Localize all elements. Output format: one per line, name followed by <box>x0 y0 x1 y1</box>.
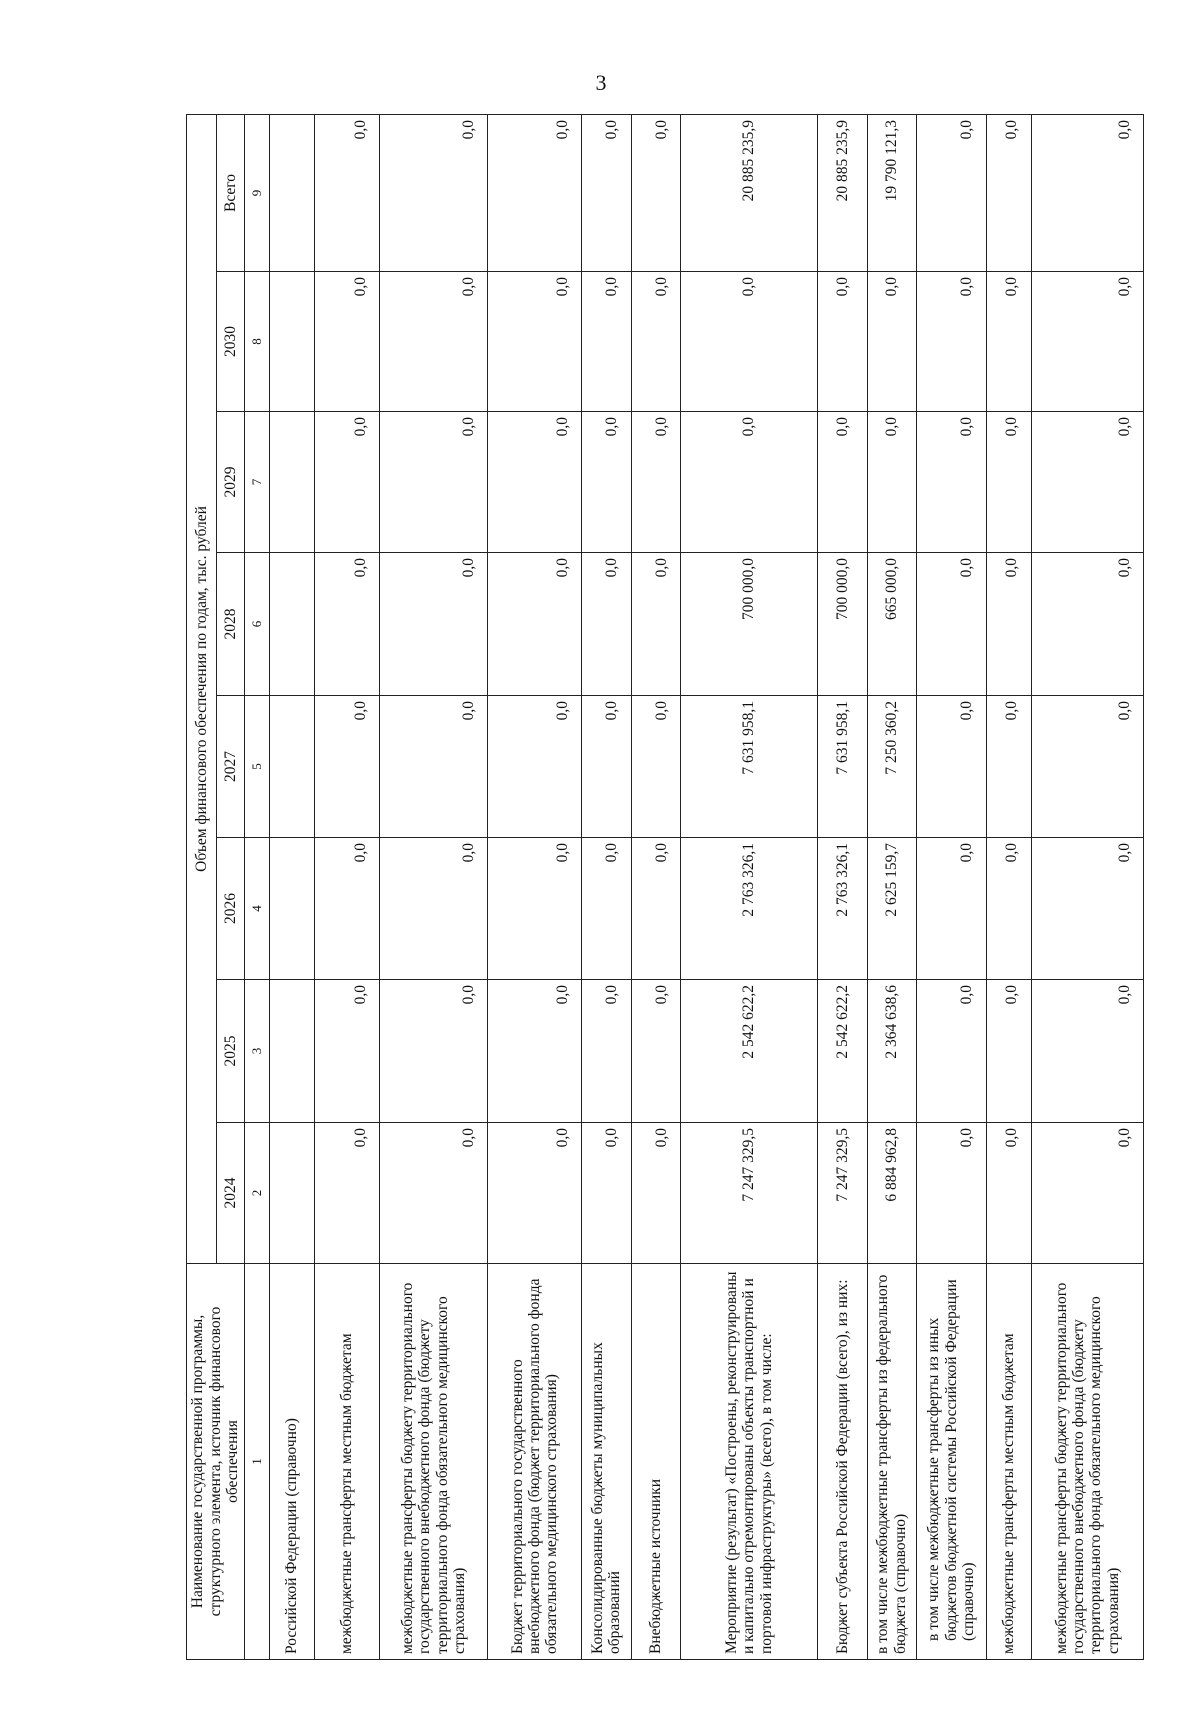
row-value: 0,0 <box>986 980 1031 1123</box>
row-value: 0,0 <box>818 272 867 412</box>
row-value: 0,0 <box>917 696 987 838</box>
row-value: 0,0 <box>314 412 379 553</box>
row-value: 0,0 <box>1031 1123 1143 1264</box>
row-value: 0,0 <box>917 1123 987 1264</box>
row-value: 0,0 <box>380 115 488 272</box>
row-name: Бюджет субъекта Российской Федерации (всего), из них: <box>818 1264 867 1660</box>
row-value <box>270 272 315 412</box>
row-value: 0,0 <box>380 1123 488 1264</box>
row-value: 0,0 <box>582 412 631 553</box>
row-value: 0,0 <box>986 696 1031 838</box>
index-cell: 5 <box>245 696 270 838</box>
rotated-table-wrapper <box>186 115 1144 1660</box>
header-year: 2024 <box>217 1123 245 1264</box>
row-value: 0,0 <box>582 1123 631 1264</box>
row-value: 2 763 326,1 <box>681 838 818 980</box>
table-row <box>487 115 581 1660</box>
header-group: Объем финансового обеспечения по годам, тыс. рублей <box>187 115 217 1264</box>
table-row <box>917 115 987 1660</box>
row-value: 0,0 <box>867 412 916 553</box>
row-value: 0,0 <box>1031 838 1143 980</box>
index-cell: 2 <box>245 1123 270 1264</box>
row-name: Внебюджетные источники <box>631 1264 680 1660</box>
index-cell: 6 <box>245 553 270 696</box>
row-value: 0,0 <box>631 1123 680 1264</box>
row-value: 0,0 <box>487 553 581 696</box>
header-year: 2025 <box>217 980 245 1123</box>
row-value: 0,0 <box>631 115 680 272</box>
row-value: 0,0 <box>582 696 631 838</box>
row-value: 700 000,0 <box>818 553 867 696</box>
financing-table <box>186 114 1144 1660</box>
row-name: Мероприятие (результат) «Построены, реконструированы и капитально отремонтированы объекты транспортной и портовой инфраструктуры» (всего), в том числе: <box>681 1264 818 1660</box>
row-value: 0,0 <box>1031 696 1143 838</box>
header-total: Всего <box>217 115 245 272</box>
row-name: Консолидированные бюджеты муниципальных образований <box>582 1264 631 1660</box>
row-value: 0,0 <box>314 980 379 1123</box>
row-value: 0,0 <box>917 553 987 696</box>
row-value: 7 631 958,1 <box>681 696 818 838</box>
row-value: 0,0 <box>380 696 488 838</box>
row-value: 0,0 <box>917 272 987 412</box>
row-value: 0,0 <box>917 980 987 1123</box>
row-value: 0,0 <box>314 696 379 838</box>
row-value: 0,0 <box>487 412 581 553</box>
row-value <box>270 412 315 553</box>
row-value: 0,0 <box>314 115 379 272</box>
row-value: 0,0 <box>380 980 488 1123</box>
header-year: 2030 <box>217 272 245 412</box>
row-name: межбюджетные трансферты бюджету территориального государственного внебюджетного фонда (бюджету территориального фонда обязательного медицинского страхования) <box>380 1264 488 1660</box>
row-value: 0,0 <box>631 553 680 696</box>
row-value: 0,0 <box>582 272 631 412</box>
header-year: 2027 <box>217 696 245 838</box>
table-body <box>270 115 1144 1660</box>
row-value: 0,0 <box>380 838 488 980</box>
row-value: 7 247 329,5 <box>681 1123 818 1264</box>
row-value: 0,0 <box>681 272 818 412</box>
row-value: 0,0 <box>631 272 680 412</box>
row-value: 0,0 <box>1031 115 1143 272</box>
index-cell: 8 <box>245 272 270 412</box>
row-value: 0,0 <box>631 696 680 838</box>
row-name: Бюджет территориального государственного внебюджетного фонда (бюджет территориального фонда обязательного медицинского страхования) <box>487 1264 581 1660</box>
row-value: 0,0 <box>1031 553 1143 696</box>
row-name: межбюджетные трансферты местным бюджетам <box>986 1264 1031 1660</box>
row-value: 0,0 <box>380 412 488 553</box>
row-value: 0,0 <box>986 1123 1031 1264</box>
row-value: 0,0 <box>380 553 488 696</box>
page-number: 3 <box>595 70 607 95</box>
table-row <box>818 115 867 1660</box>
row-value: 0,0 <box>314 553 379 696</box>
row-value: 7 247 329,5 <box>818 1123 867 1264</box>
row-value <box>270 696 315 838</box>
row-value: 20 885 235,9 <box>681 115 818 272</box>
row-value: 700 000,0 <box>681 553 818 696</box>
row-value: 0,0 <box>487 1123 581 1264</box>
index-cell: 4 <box>245 838 270 980</box>
row-value: 0,0 <box>917 838 987 980</box>
header-year: 2026 <box>217 838 245 980</box>
row-value: 2 364 638,6 <box>867 980 916 1123</box>
row-value: 0,0 <box>986 553 1031 696</box>
row-value: 0,0 <box>1031 272 1143 412</box>
index-cell: 3 <box>245 980 270 1123</box>
row-value: 0,0 <box>917 412 987 553</box>
row-value: 0,0 <box>582 980 631 1123</box>
table-row <box>867 115 916 1660</box>
row-value: 0,0 <box>986 838 1031 980</box>
row-value: 0,0 <box>1031 412 1143 553</box>
row-value: 0,0 <box>631 838 680 980</box>
row-value: 0,0 <box>487 115 581 272</box>
header-year: 2029 <box>217 412 245 553</box>
table-row <box>631 115 680 1660</box>
row-value <box>270 980 315 1123</box>
row-value: 0,0 <box>631 980 680 1123</box>
index-cell: 9 <box>245 115 270 272</box>
row-value: 19 790 121,3 <box>867 115 916 272</box>
table-row <box>582 115 631 1660</box>
row-value <box>270 553 315 696</box>
row-value: 0,0 <box>582 838 631 980</box>
table-row <box>986 115 1031 1660</box>
row-value: 2 542 622,2 <box>681 980 818 1123</box>
table-row <box>1031 115 1143 1660</box>
row-value: 20 885 235,9 <box>818 115 867 272</box>
row-value <box>270 1123 315 1264</box>
row-value: 0,0 <box>314 1123 379 1264</box>
row-value: 0,0 <box>487 696 581 838</box>
row-value <box>270 115 315 272</box>
table-row <box>270 115 315 1660</box>
row-name: Российской Федерации (справочно) <box>270 1264 315 1660</box>
row-value: 0,0 <box>487 272 581 412</box>
row-value: 0,0 <box>631 412 680 553</box>
row-name: межбюджетные трансферты бюджету территориального государственного внебюджетного фонда (бюджету территориального фонда обязательного медицинского страхования) <box>1031 1264 1143 1660</box>
row-value: 2 763 326,1 <box>818 838 867 980</box>
row-value: 0,0 <box>917 115 987 272</box>
row-value: 7 631 958,1 <box>818 696 867 838</box>
header-name-column: Наименование государственной программы, структурного элемента, источник финансового обеспечения <box>187 1264 245 1660</box>
row-value: 0,0 <box>681 412 818 553</box>
row-value: 6 884 962,8 <box>867 1123 916 1264</box>
table-row <box>681 115 818 1660</box>
index-cell: 7 <box>245 412 270 553</box>
row-value <box>270 838 315 980</box>
row-value: 0,0 <box>986 412 1031 553</box>
table-row <box>380 115 488 1660</box>
row-value: 0,0 <box>818 412 867 553</box>
row-value: 0,0 <box>986 115 1031 272</box>
row-value: 0,0 <box>487 838 581 980</box>
row-name: межбюджетные трансферты местным бюджетам <box>314 1264 379 1660</box>
row-value: 0,0 <box>867 272 916 412</box>
row-value: 0,0 <box>314 272 379 412</box>
row-value: 7 250 360,2 <box>867 696 916 838</box>
row-value: 0,0 <box>582 553 631 696</box>
row-value: 0,0 <box>380 272 488 412</box>
row-value: 2 542 622,2 <box>818 980 867 1123</box>
row-value: 0,0 <box>582 115 631 272</box>
row-value: 0,0 <box>1031 980 1143 1123</box>
index-cell: 1 <box>245 1264 270 1660</box>
header-year: 2028 <box>217 553 245 696</box>
row-name: в том числе межбюджетные трансферты из федерального бюджета (справочно) <box>867 1264 916 1660</box>
row-value: 665 000,0 <box>867 553 916 696</box>
row-value: 2 625 159,7 <box>867 838 916 980</box>
row-value: 0,0 <box>314 838 379 980</box>
table-row <box>314 115 379 1660</box>
row-value: 0,0 <box>986 272 1031 412</box>
row-name: в том числе межбюджетные трансферты из иных бюджетов бюджетной системы Российской Федерации (справочно) <box>917 1264 987 1660</box>
row-value: 0,0 <box>487 980 581 1123</box>
